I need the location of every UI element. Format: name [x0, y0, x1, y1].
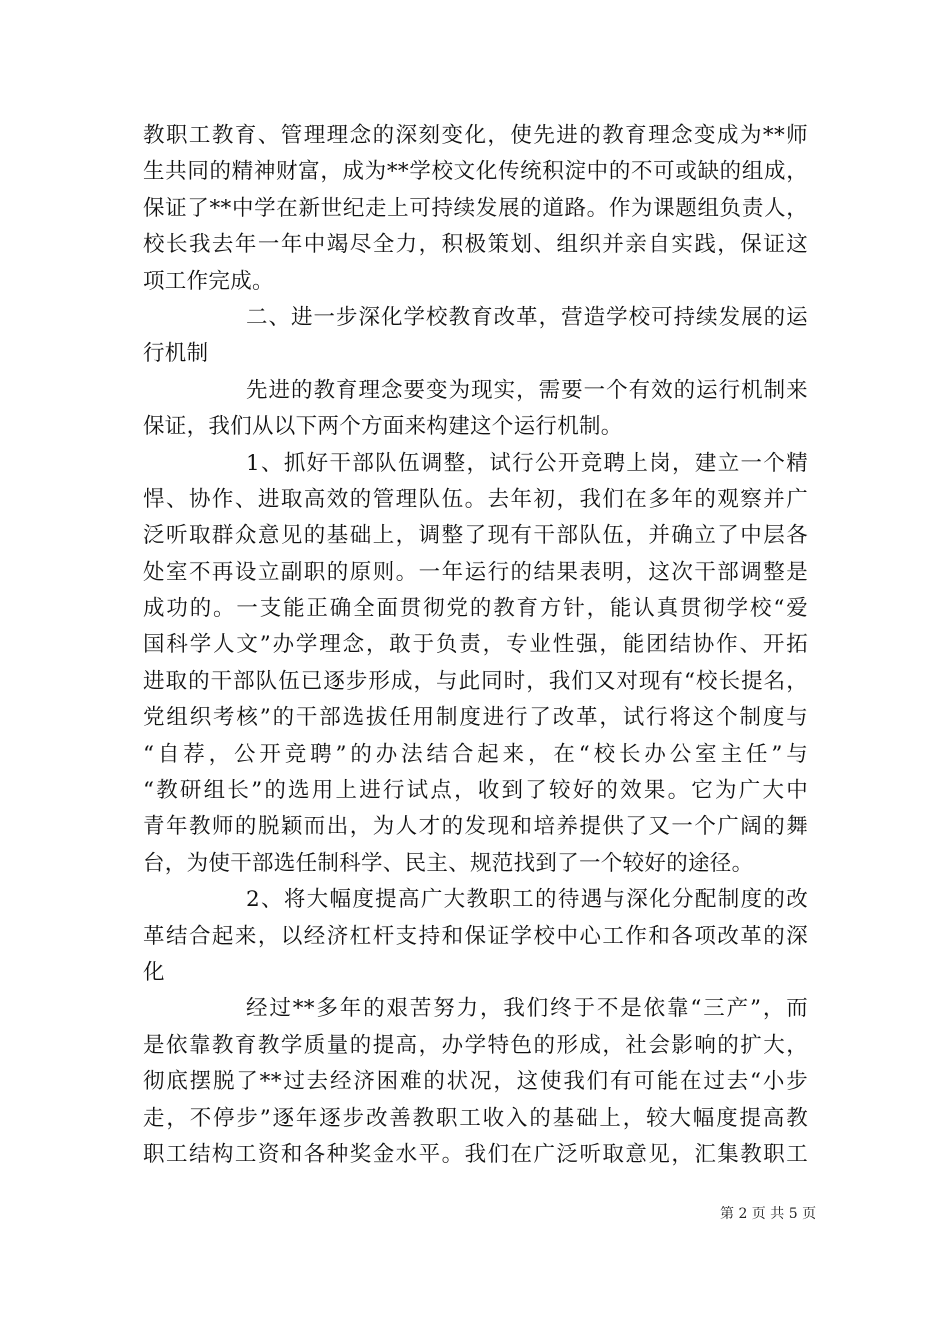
text-line: 悍、协作、进取高效的管理队伍。去年初，我们在多年的观察并广	[143, 486, 808, 512]
text-line: “教研组长”的选用上进行试点，收到了较好的效果。它为广大中	[143, 778, 808, 804]
text-line: 项工作完成。	[143, 268, 274, 294]
section-heading-line: 行机制	[143, 341, 209, 367]
text-line: 保证，我们从以下两个方面来构建这个运行机制。	[143, 414, 623, 440]
text-line: 处室不再设立副职的原则。一年运行的结果表明，这次干部调整是	[143, 559, 808, 585]
body-text	[143, 118, 808, 1173]
subheading-line: 化	[143, 959, 165, 985]
text-line: 青年教师的脱颖而出，为人才的发现和培养提供了又一个广阔的舞	[143, 814, 808, 840]
text-line: 党组织考核”的干部选拔任用制度进行了改革，试行将这个制度与	[143, 705, 808, 731]
text-line: 经过**多年的艰苦努力，我们终于不是依靠“三产”，而	[246, 996, 808, 1022]
text-line: 保证了**中学在新世纪走上可持续发展的道路。作为课题组负责人，	[143, 195, 808, 221]
section-heading-line: 二、进一步深化学校教育改革，营造学校可持续发展的运	[246, 304, 808, 330]
text-line: 台，为使干部选任制科学、民主、规范找到了一个较好的途径。	[143, 850, 754, 876]
text-line: 先进的教育理念要变为现实，需要一个有效的运行机制来	[246, 377, 808, 403]
text-line: 走，不停步”逐年逐步改善教职工收入的基础上，较大幅度提高教	[143, 1105, 808, 1131]
text-line: 泛听取群众意见的基础上，调整了现有干部队伍，并确立了中层各	[143, 523, 808, 549]
text-line: 校长我去年一年中竭尽全力，积极策划、组织并亲自实践，保证这	[143, 232, 808, 258]
text-line: 成功的。一支能正确全面贯彻党的教育方针，能认真贯彻学校“爱	[143, 596, 808, 622]
page-number-footer: 第 2 页 共 5 页	[720, 1206, 817, 1222]
text-line: 进取的干部队伍已逐步形成，与此同时，我们又对现有“校长提名，	[143, 668, 808, 694]
subheading-line: 1、抓好干部队伍调整，试行公开竞聘上岗，建立一个精	[246, 450, 808, 476]
text-line: “自荐，公开竞聘”的办法结合起来，在“校长办公室主任”与	[143, 741, 808, 767]
text-line: 是依靠教育教学质量的提高，办学特色的形成，社会影响的扩大，	[143, 1032, 808, 1058]
text-line: 教职工教育、管理理念的深刻变化，使先进的教育理念变成为**师	[143, 123, 808, 148]
text-line: 国科学人文”办学理念，敢于负责，专业性强，能团结协作、开拓	[143, 632, 808, 658]
text-line: 彻底摆脱了**过去经济困难的状况，这使我们有可能在过去“小步	[143, 1069, 808, 1095]
subheading-line: 2、将大幅度提高广大教职工的待遇与深化分配制度的改	[246, 887, 808, 913]
subheading-line: 革结合起来，以经济杠杆支持和保证学校中心工作和各项改革的深	[143, 923, 808, 949]
text-line: 职工结构工资和各种奖金水平。我们在广泛听取意见，汇集教职工	[143, 1141, 808, 1167]
text-line: 生共同的精神财富，成为**学校文化传统积淀中的不可或缺的组成，	[143, 159, 808, 185]
